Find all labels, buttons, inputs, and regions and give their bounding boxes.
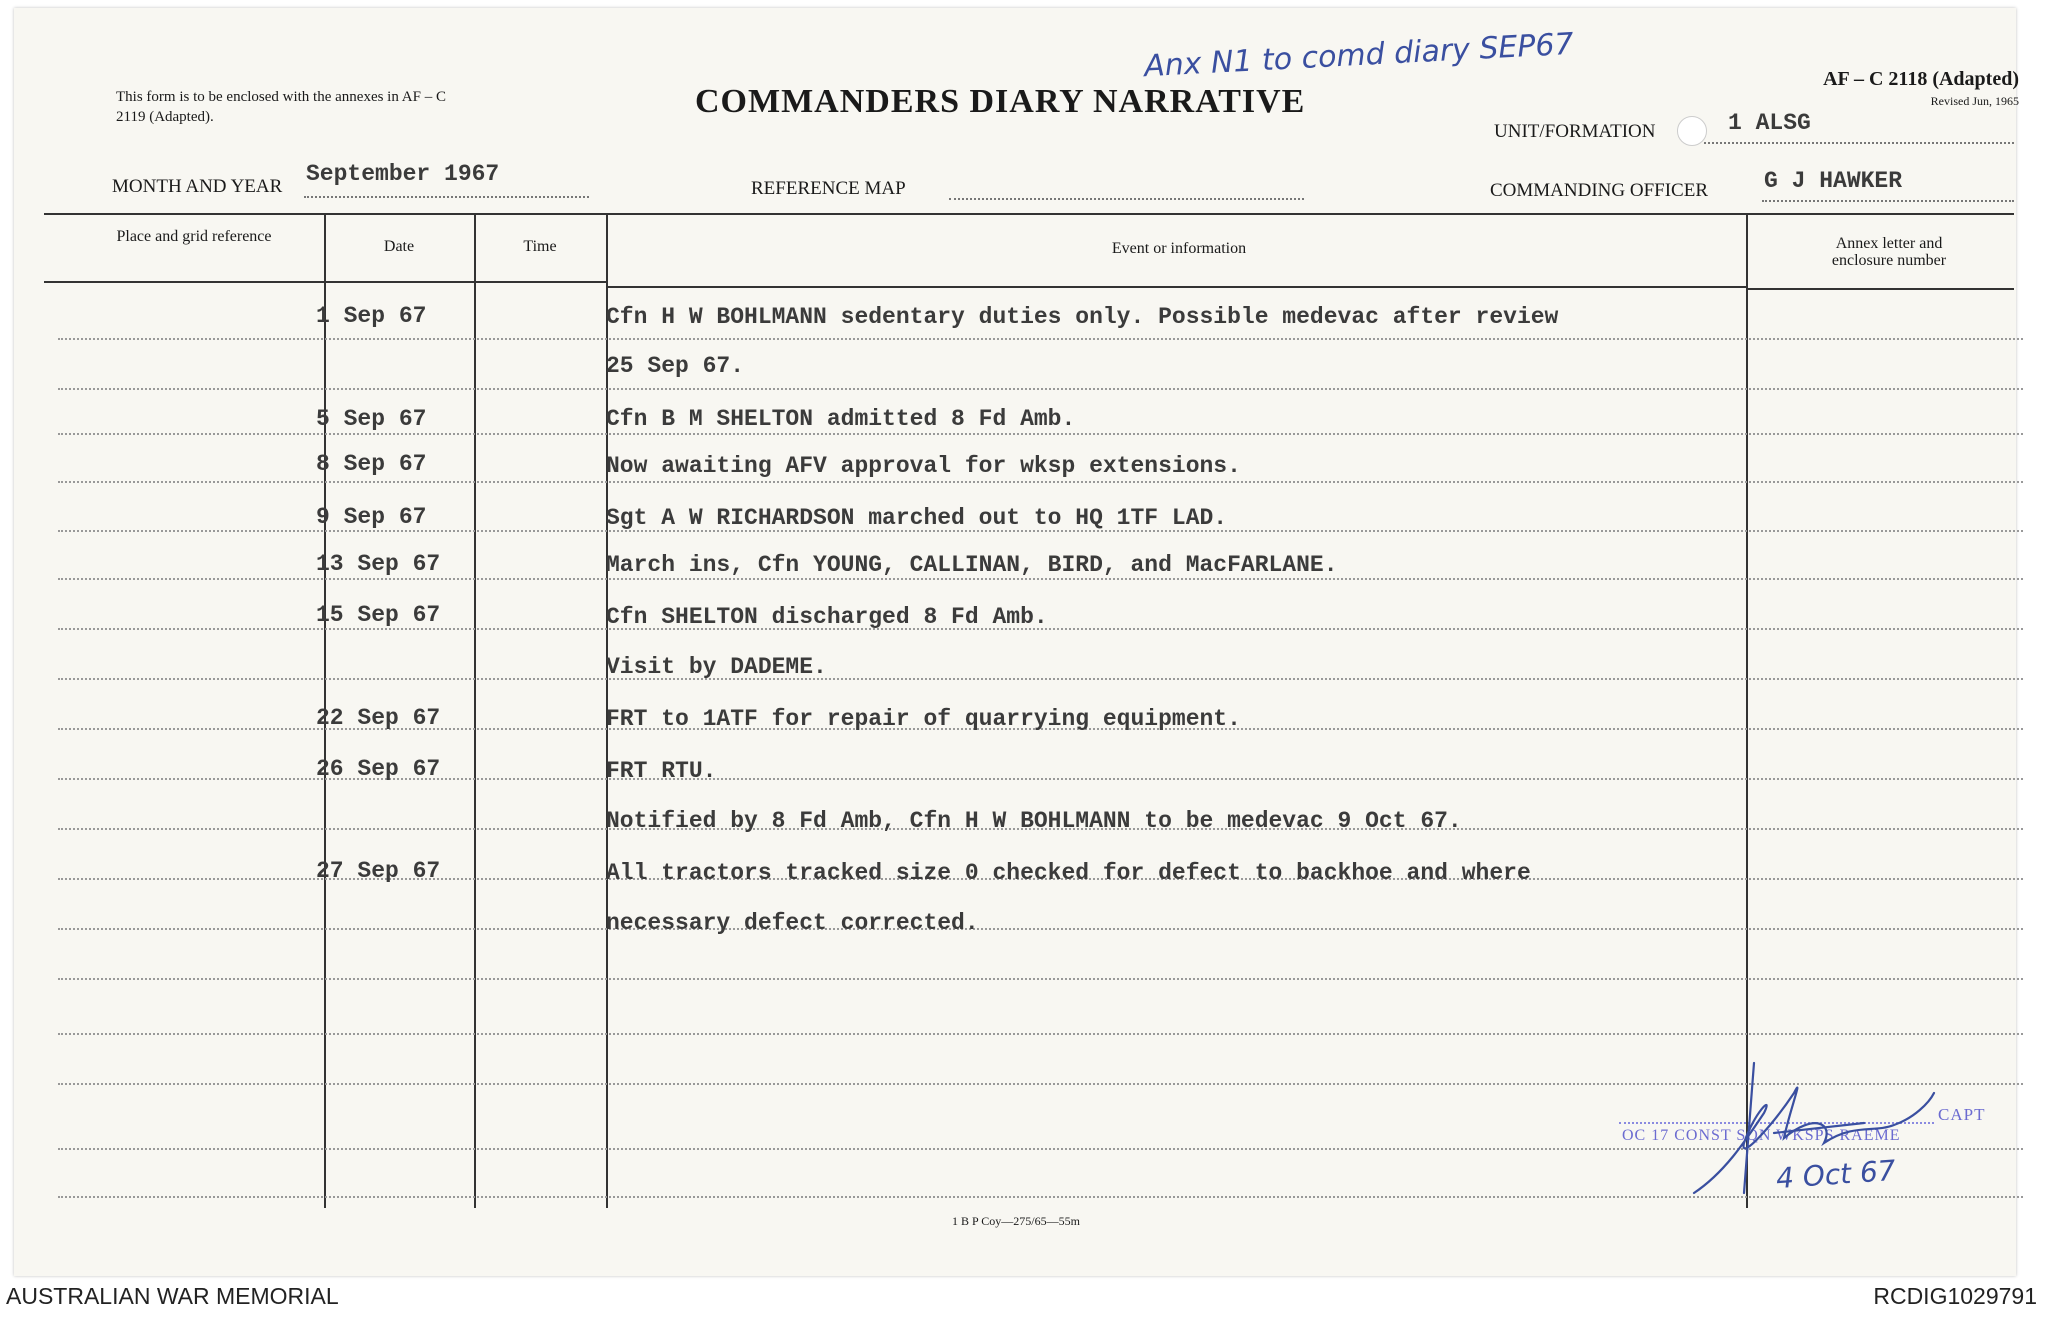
ruled-line (58, 338, 2023, 340)
entry-event: Cfn B M SHELTON admitted 8 Fd Amb. (606, 406, 1076, 432)
co-dotline (1762, 200, 2014, 202)
header-rule-place (44, 281, 324, 283)
column-header-time: Time (523, 238, 557, 255)
month-year-dotline (304, 196, 589, 198)
ruled-line (58, 1033, 2023, 1035)
entry-event: Sgt A W RICHARDSON marched out to HQ 1TF LAD. (606, 505, 1228, 531)
form-sheet (14, 8, 2019, 1276)
entry-date: 9 Sep 67 (316, 504, 427, 530)
header-rule-date (324, 281, 474, 283)
entry-event: 25 Sep 67. (606, 353, 745, 379)
reference-map-dotline (949, 198, 1304, 200)
entry-event: Notified by 8 Fd Amb, Cfn H W BOHLMANN to be medevac 9 Oct 67. (606, 808, 1462, 834)
form-number: AF – C 2118 (Adapted) (1823, 68, 2019, 90)
signature-scrawl (1684, 1053, 1944, 1203)
entry-date: 22 Sep 67 (316, 705, 441, 731)
footer-record-id: RCDIG1029791 (1873, 1283, 2037, 1309)
entry-event: FRT RTU. (606, 758, 717, 784)
enclose-note: This form is to be enclosed with the annexes in AF – C 2119 (Adapted). (116, 89, 446, 125)
header-rule-event (606, 286, 1746, 288)
entry-date: 8 Sep 67 (316, 451, 427, 477)
table-top-border (44, 213, 2014, 215)
stamp-rank: CAPT (1938, 1105, 1986, 1124)
ruled-line (58, 481, 2023, 483)
entry-event: Now awaiting AFV approval for wksp extensions. (606, 453, 1241, 479)
entry-event: necessary defect corrected. (606, 910, 979, 936)
header-rule-annex (1746, 288, 2014, 290)
entry-date: 27 Sep 67 (316, 858, 441, 884)
entry-event: Visit by DADEME. (606, 654, 827, 680)
month-year-value: September 1967 (306, 161, 500, 187)
handwritten-annotation: Anx N1 to comd diary SEP67 (1143, 26, 1575, 85)
reference-map-label: REFERENCE MAP (751, 178, 906, 199)
co-label: COMMANDING OFFICER (1490, 180, 1708, 201)
entry-event: FRT to 1ATF for repair of quarrying equipment. (606, 706, 1241, 732)
ruled-line (58, 388, 2023, 390)
entry-event: Cfn H W BOHLMANN sedentary duties only. Possible medevac after review (606, 304, 1559, 330)
month-year-label: MONTH AND YEAR (112, 176, 283, 197)
ruled-line (58, 433, 2023, 435)
stamp-handwritten-date: 4 Oct 67 (1774, 1153, 1897, 1196)
entry-date: 13 Sep 67 (316, 551, 441, 577)
column-header-date: Date (383, 238, 415, 255)
entry-event: March ins, Cfn YOUNG, CALLINAN, BIRD, and MacFARLANE. (606, 552, 1338, 578)
column-header-annex: Annex letter and enclosure number (1831, 235, 1947, 269)
co-value: G J HAWKER (1764, 168, 1903, 194)
column-divider-time (474, 213, 476, 1208)
unit-value: 1 ALSG (1728, 110, 1811, 136)
printer-line: 1 B P Coy—275/65—55m (952, 1214, 1080, 1228)
unit-label: UNIT/FORMATION (1494, 121, 1656, 142)
unit-dotline (1704, 142, 2014, 144)
entry-date: 15 Sep 67 (316, 602, 441, 628)
ruled-line (58, 978, 2023, 980)
punch-hole (1677, 116, 1707, 146)
ruled-line (58, 578, 2023, 580)
revised-date: Revised Jun, 1965 (1930, 94, 2019, 108)
entry-event: Cfn SHELTON discharged 8 Fd Amb. (606, 604, 1048, 630)
entry-date: 5 Sep 67 (316, 406, 427, 432)
stamp-line: OC 17 CONST SQN WKSPS RAEME (1622, 1127, 1901, 1144)
entry-event: All tractors tracked size 0 checked for defect to backhoe and where (606, 860, 1531, 886)
form-title: COMMANDERS DIARY NARRATIVE (695, 83, 1306, 120)
column-header-event: Event or information (1111, 240, 1247, 257)
header-rule-time (474, 281, 606, 283)
column-header-place: Place and grid reference (116, 228, 272, 245)
ruled-line (58, 678, 2023, 680)
ruled-line (58, 928, 2023, 930)
footer-archive-name: AUSTRALIAN WAR MEMORIAL (6, 1283, 339, 1309)
entry-date: 26 Sep 67 (316, 756, 441, 782)
entry-date: 1 Sep 67 (316, 303, 427, 329)
